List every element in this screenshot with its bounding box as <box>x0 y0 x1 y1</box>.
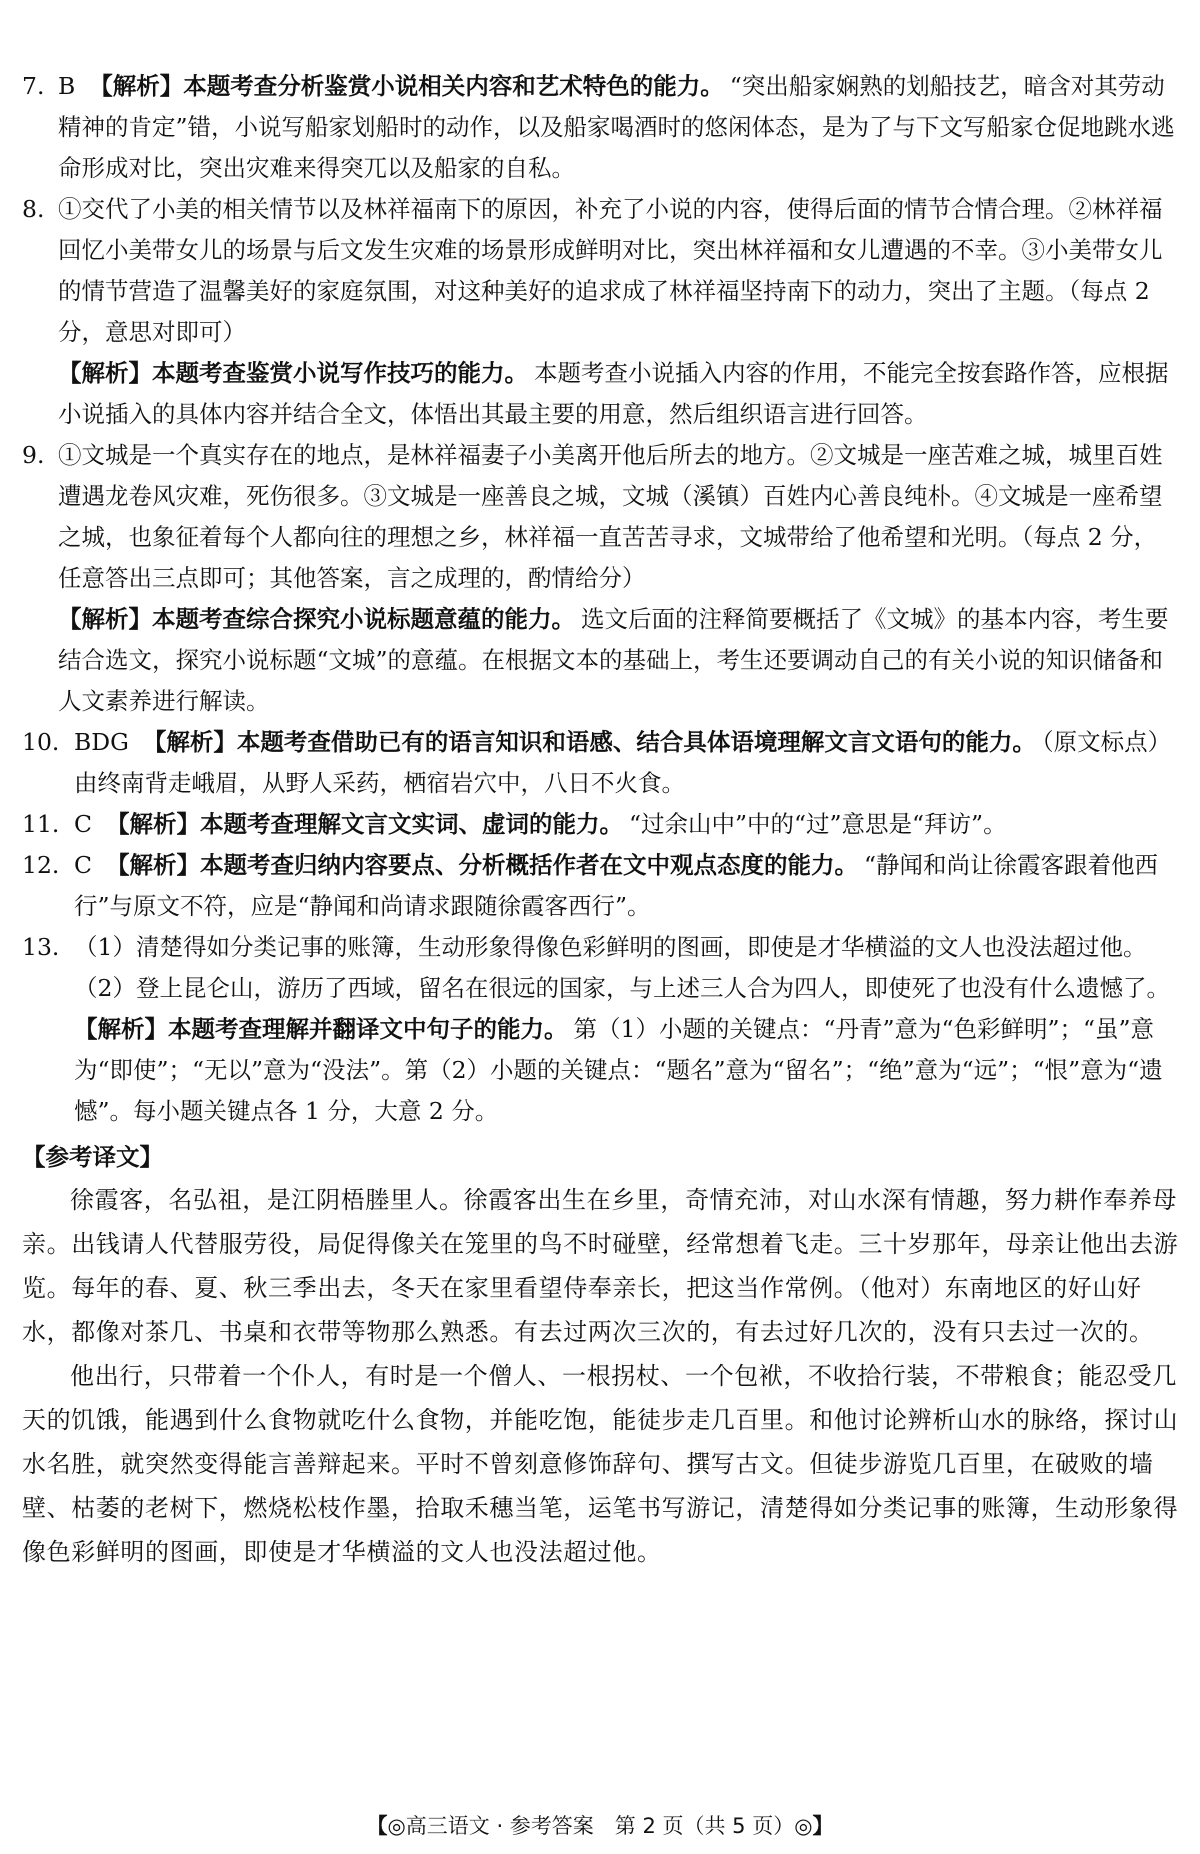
answer-choice: C <box>74 810 92 838</box>
question-number: 9. <box>22 441 45 469</box>
logo-icon: ◎ <box>387 1814 406 1838</box>
analysis-text: 本题考查小说插入内容的作用，不能完全按套路作答，应根据小说插入的具体内容并结合全文，体悟出其最主要的用意，然后组织语言进行回答。 <box>58 359 1169 428</box>
answer-text: ①文城是一个真实存在的地点，是林祥福妻子小美离开他后所去的地方。②文城是一座苦难之城，城里百姓遭遇龙卷风灾难，死伤很多。③文城是一座善良之城，文城（溪镇）百姓内心善良纯朴。④文城是一座希望之城，也象征着每个人都向往的理想之乡，林祥福一直苦苦寻求，文城带给了他希望和光明。（每点 2 分，任意答出三点即可；其他答案，言之成理的，酌情给分） <box>58 441 1163 592</box>
reference-translation <box>22 1178 1180 1574</box>
question-number: 7. <box>22 72 45 100</box>
question-number: 12. <box>22 851 60 879</box>
answer-item-13 <box>22 927 1180 1132</box>
reference-translation-title: 【参考译文】 <box>22 1143 163 1171</box>
analysis-lead: 本题考查归纳内容要点、分析概括作者在文中观点态度的能力。 <box>199 851 858 879</box>
analysis-tag: 【解析】 <box>142 728 237 756</box>
analysis-block-9 <box>22 599 1180 722</box>
translation-paragraph: 他出行，只带着一个仆人，有时是一个僧人、一根拐杖、一个包袱，不收拾行装，不带粮食；能忍受几天的饥饿，能遇到什么食物就吃什么食物，并能吃饱，能徒步走几百里。和他讨论辨析山水的脉络，探讨山水名胜，就突然变得能言善辩起来。平时不曾刻意修饰辞句、撰写古文。但徒步游览几百里，在破败的墙壁、枯萎的老树下，燃烧松枝作墨，拾取禾穗当笔，运笔书写游记，清楚得如分类记事的账簿，生动形象得像色彩鲜明的图画，即使是才华横溢的文人也没法超过他。 <box>22 1362 1179 1566</box>
page-footer <box>0 1810 1200 1840</box>
footer-bracket-right: 】 <box>812 1814 834 1838</box>
answer-item-9 <box>22 435 1180 599</box>
analysis-text: “过余山中”中的“过”意思是“拜访”。 <box>628 810 1007 838</box>
analysis-text: “突出船家娴熟的划船技艺，暗含对其劳动精神的肯定”错，小说写船家划船时的动作，以及船家喝酒时的悠闲体态，是为了与下文写船家仓促地跳水逃命形成对比，突出灾难来得突兀以及船家的自私。 <box>58 72 1175 182</box>
answer-choice: C <box>74 851 92 879</box>
analysis-text: “静闻和尚让徐霞客跟着他西行”与原文不符，应是“静闻和尚请求跟随徐霞客西行”。 <box>74 851 1158 920</box>
analysis-block-13 <box>74 1009 1180 1132</box>
question-number: 11. <box>22 810 60 838</box>
question-number: 8. <box>22 195 45 223</box>
answer-item-12 <box>22 845 1180 927</box>
analysis-lead: 本题考查借助已有的语言知识和语感、结合具体语境理解文言文语句的能力。 <box>236 728 1036 756</box>
footer-text: 高三语文 · 参考答案 第 2 页（共 5 页） <box>405 1814 795 1838</box>
analysis-lead: 本题考查综合探究小说标题意蕴的能力。 <box>152 605 575 633</box>
answer-item-11 <box>22 804 1180 845</box>
question-number: 10. <box>22 728 60 756</box>
analysis-text: 第（1）小题的关键点：“丹青”意为“色彩鲜明”；“虽”意为“即使”；“无以”意为“没法”。第（2）小题的关键点：“题名”意为“留名”；“绝”意为“远”；“恨”意为“遗憾”。每小题关键点各 1 分，大意 2 分。 <box>74 1015 1163 1125</box>
answer-choice: B <box>58 72 76 100</box>
analysis-text: （原文标点）由终南背走峨眉，从野人采药，栖宿岩穴中，八日不火食。 <box>74 728 1172 797</box>
analysis-tag: 【解析】 <box>89 72 184 100</box>
analysis-tag: 【解析】 <box>74 1015 168 1043</box>
answer-item-7 <box>22 66 1180 189</box>
analysis-tag: 【解析】 <box>105 851 200 879</box>
analysis-lead: 本题考查理解文言文实词、虚词的能力。 <box>199 810 623 838</box>
analysis-lead: 本题考查鉴赏小说写作技巧的能力。 <box>152 359 528 387</box>
analysis-tag: 【解析】 <box>58 359 152 387</box>
translation-paragraph: 徐霞客，名弘祖，是江阴梧塍里人。徐霞客出生在乡里，奇情充沛，对山水深有情趣，努力耕作奉养母亲。出钱请人代替服劳役，局促得像关在笼里的鸟不时碰壁，经常想着飞走。三十岁那年，母亲让他出去游览。每年的春、夏、秋三季出去，冬天在家里看望侍奉亲长，把这当作常例。（他对）东南地区的好山好水，都像对茶几、书桌和衣带等物那么熟悉。有去过两次三次的，有去过好几次的，没有只去过一次的。 <box>22 1186 1179 1346</box>
analysis-lead: 本题考查分析鉴赏小说相关内容和艺术特色的能力。 <box>183 72 724 100</box>
footer-bracket-left: 【 <box>366 1814 388 1838</box>
analysis-lead: 本题考查理解并翻译文中句子的能力。 <box>168 1015 568 1043</box>
answer-choice: BDG <box>74 728 129 756</box>
translation-answer-2: （2）登上昆仑山，游历了西域，留名在很远的国家，与上述三人合为四人，即使死了也没有什么遗憾了。 <box>74 974 1170 1002</box>
answer-item-8 <box>22 189 1180 353</box>
translation-answer-1: （1）清楚得如分类记事的账簿，生动形象得像色彩鲜明的图画，即使是才华横溢的文人也没法超过他。 <box>74 933 1147 961</box>
analysis-text: 选文后面的注释简要概括了《文城》的基本内容，考生要结合选文，探究小说标题“文城”的意蕴。在根据文本的基础上，考生还要调动自己的有关小说的知识储备和人文素养进行解读。 <box>58 605 1169 715</box>
answer-text: ①交代了小美的相关情节以及林祥福南下的原因，补充了小说的内容，使得后面的情节合情合理。②林祥福回忆小美带女儿的场景与后文发生灾难的场景形成鲜明对比，突出林祥福和女儿遭遇的不幸。③小美带女儿的情节营造了温馨美好的家庭氛围，对这种美好的追求成了林祥福坚持南下的动力，突出了主题。（每点 2 分，意思对即可） <box>58 195 1163 346</box>
analysis-tag: 【解析】 <box>105 810 200 838</box>
answer-item-10 <box>22 722 1180 804</box>
question-number: 13. <box>22 933 60 961</box>
analysis-tag: 【解析】 <box>58 605 152 633</box>
page-content <box>22 66 1180 1574</box>
analysis-block-8 <box>22 353 1180 435</box>
logo-icon: ◎ <box>794 1814 813 1838</box>
